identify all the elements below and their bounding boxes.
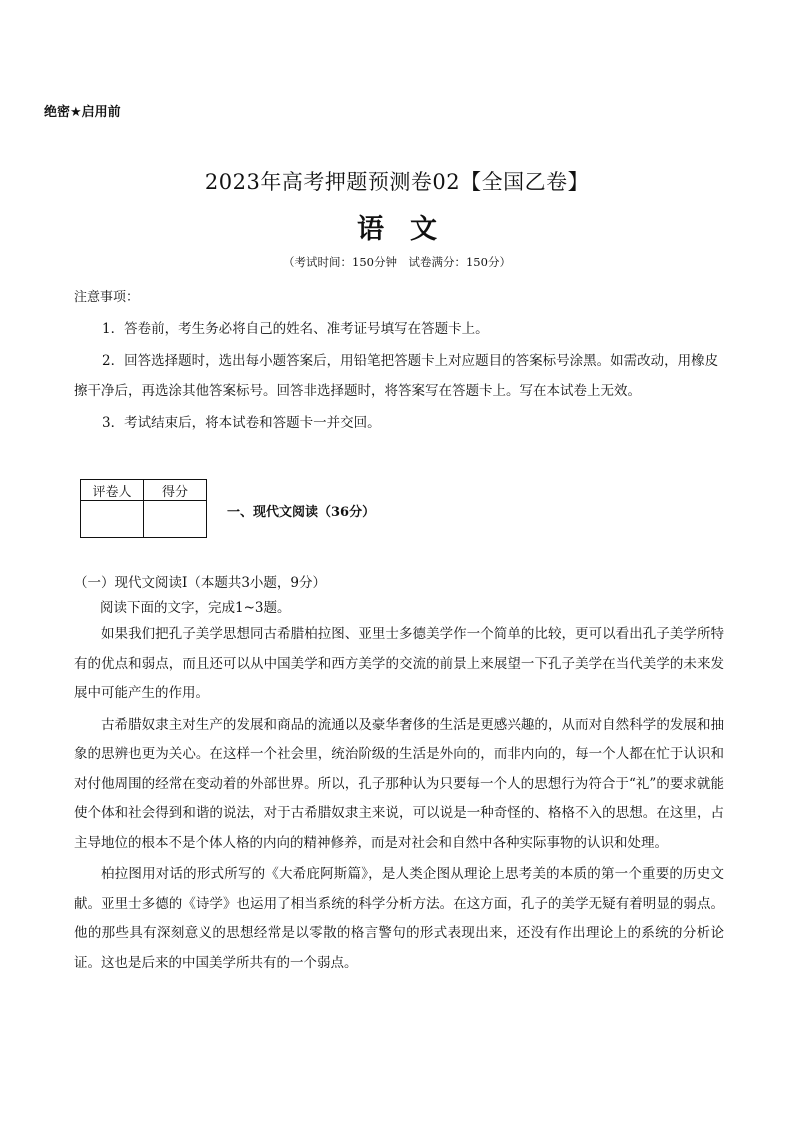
subject-title: 语文: [357, 214, 463, 245]
passage-paragraph: 如果我们把孔子美学思想同古希腊柏拉图、亚里士多德美学作一个简单的比较，更可以看出孔子美学所特有的优点和弱点，而且还可以从中国美学和西方美学的交流的前景上来展望一下孔子美学在当代美学的未来发展中可能产生的作用。: [74, 626, 724, 701]
secret-mark: 绝密★启用前: [44, 105, 121, 120]
exam-title: 2023年高考押题预测卷02【全国乙卷】: [204, 170, 590, 194]
notice-item: 1．答卷前，考生务必将自己的姓名、准考证号填写在答题卡上。: [102, 321, 489, 337]
exam-info: （考试时间：150分钟 试卷满分：150分）: [283, 255, 511, 269]
score-table-cell: [144, 501, 207, 538]
score-table-header-score: 得分: [144, 480, 207, 501]
score-table: [80, 479, 207, 538]
reading-passage: [74, 620, 724, 978]
notice-list: [74, 314, 724, 438]
section-heading: 一、现代文阅读（36分）: [227, 505, 376, 520]
passage-paragraph: 柏拉图用对话的形式所写的《大希庇阿斯篇》，是人类企图从理论上思考美的本质的第一个重要的历史文献。亚里士多德的《诗学》也运用了相当系统的科学分析方法。在这方面，孔子的美学无疑有着明显的弱点。他的那些具有深刻意义的思想经常是以零散的格言警句的形式表现出来，还没有作出理论上的系统的分析论证。这也是后来的中国美学所共有的一个弱点。: [74, 866, 724, 971]
score-table-cell: [81, 501, 144, 538]
passage-paragraph: 古希腊奴隶主对生产的发展和商品的流通以及豪华奢侈的生活是更感兴趣的，从而对自然科学的发展和抽象的思辨也更为关心。在这样一个社会里，统治阶级的生活是外向的，而非内向的，每一个人都在忙于认识和对付他周围的经常在变动着的外部世界。所以，孔子那种认为只要每一个人的思想行为符合于“礼”的要求就能使个体和社会得到和谐的说法，对于古希腊奴隶主来说，可以说是一种奇怪的、格格不入的思想。在这里，占主导地位的根本不是个体人格的内向的精神修养，而是对社会和自然中各种实际事物的认识和处理。: [74, 716, 724, 851]
reading-instruction: 阅读下面的文字，完成1~3题。: [100, 600, 291, 616]
notice-item: 2．回答选择题时，选出每小题答案后，用铅笔把答题卡上对应题目的答案标号涂黑。如需改动，用橡皮擦干净后，再选涂其他答案标号。回答非选择题时，将答案写在答题卡上。写在本试卷上无效。: [74, 353, 719, 399]
sub-section-heading: （一）现代文阅读Ⅰ（本题共3小题，9分）: [74, 575, 327, 591]
notice-item: 3．考试结束后，将本试卷和答题卡一并交回。: [102, 415, 381, 431]
notice-heading: 注意事项：: [74, 290, 140, 305]
score-table-header-grader: 评卷人: [81, 480, 144, 501]
